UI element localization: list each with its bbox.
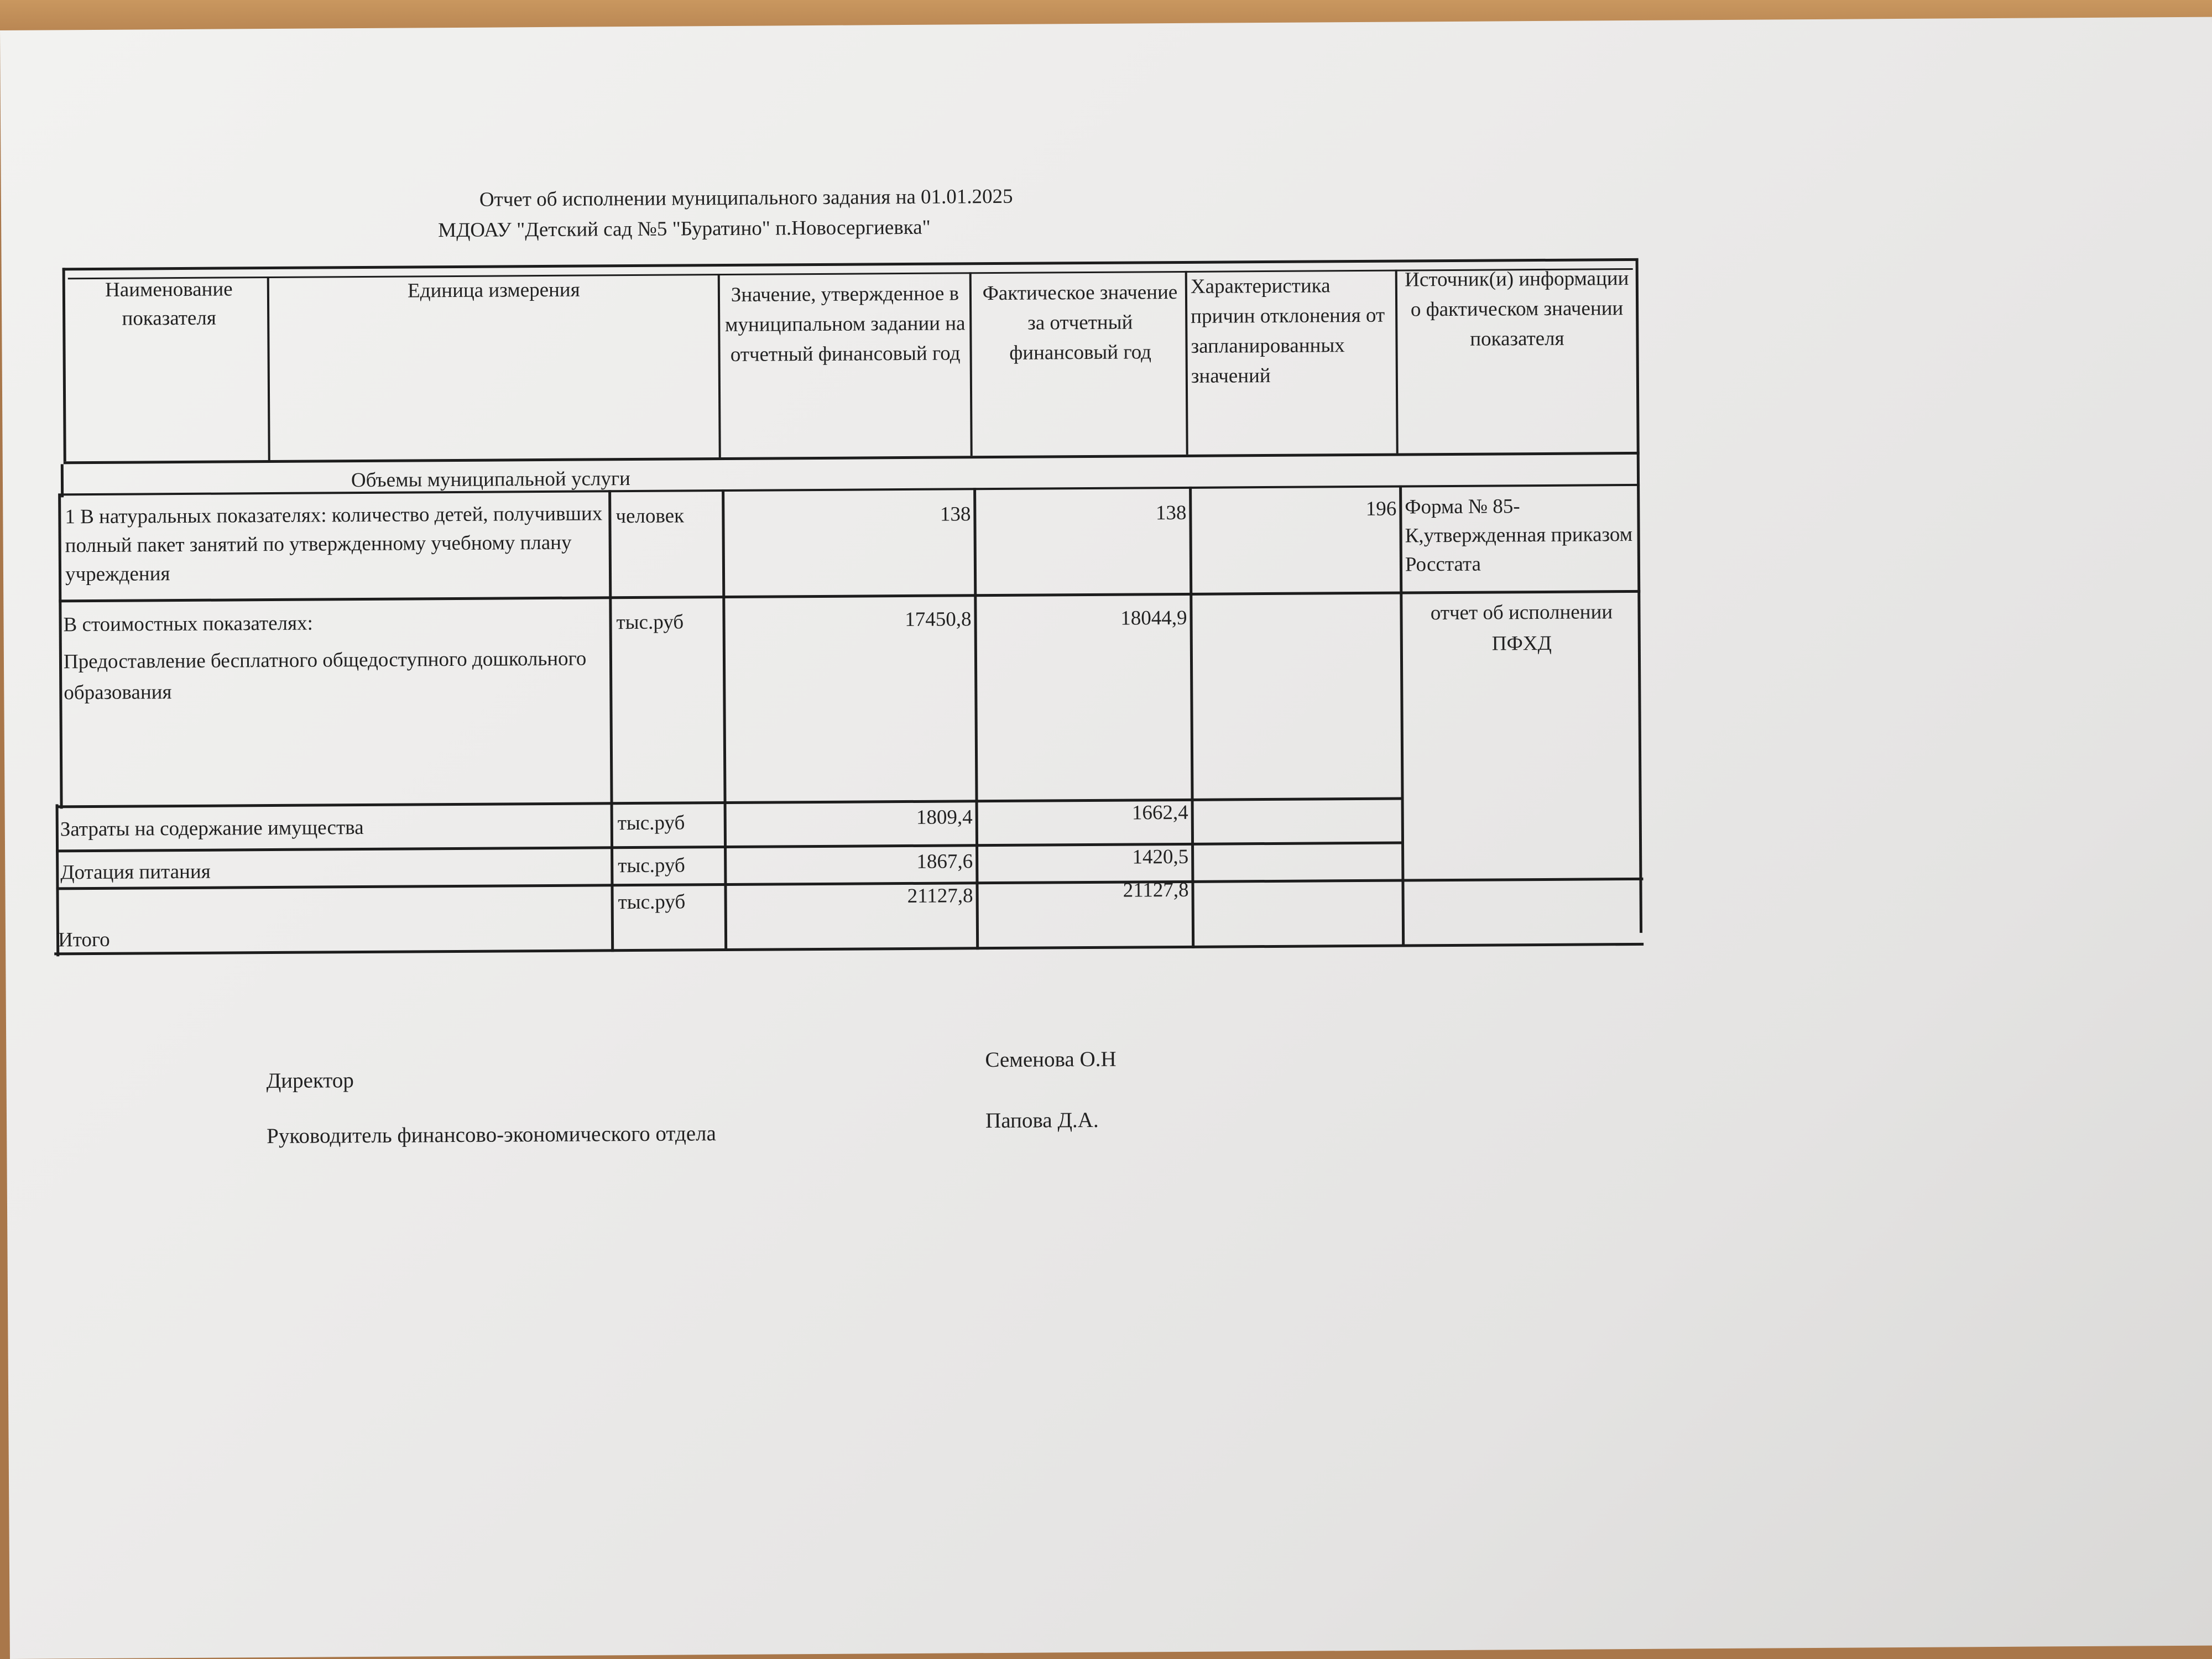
table-border [1636,258,1642,933]
row-deviation: 196 [1365,497,1397,520]
row-actual: 1662,4 [1131,801,1188,825]
document-sheet [0,17,2212,1659]
row-name: В стоимостных показателях: [63,612,313,637]
row-source [1407,883,1639,885]
row-unit: человек [615,504,685,528]
row-actual: 18044,9 [1120,606,1187,630]
table-border [969,272,973,456]
row-unit: тыс.руб [616,611,684,634]
header-actual: Фактическое значение за отчетный финансовый год [982,281,1178,364]
table-border [608,490,614,952]
row-actual: 1420,5 [1132,845,1189,869]
table-border [1399,486,1405,947]
row-deviation [1195,603,1397,604]
header-unit: Единица измерения [407,278,580,302]
organization-name: МДОАУ "Детский сад №5 "Буратино" п.Новосергиевка" [438,216,931,242]
row-unit: тыс.руб [617,811,685,835]
table-border [1189,487,1194,948]
table-border [62,268,66,461]
table-border [64,452,1640,464]
finance-head-title: Руководитель финансово-экономического отдела [267,1121,717,1149]
table-border [267,276,270,460]
row-name: Затраты на содержание имущества [60,816,364,841]
table-border [718,274,721,457]
row-deviation [1197,802,1399,803]
row-approved: 138 [940,503,971,526]
table-border [59,590,1640,602]
row-source: отчет об исполнении ПФХД [1430,601,1613,655]
table-border [973,488,979,950]
row-unit: тыс.руб [618,890,686,914]
row-approved: 1867,6 [916,850,973,873]
row-name: Итого [58,928,110,952]
table-border [1395,270,1399,453]
header-approved: Значение, утвержденное в муниципальном задании на отчетный финансовый год [724,282,966,366]
row-approved: 17450,8 [905,608,972,632]
report-title: Отчет об исполнении муниципального задания на 01.01.2025 [479,185,1013,211]
table-border [1185,271,1188,455]
row-approved: 1809,4 [916,806,973,829]
row-name-detail: Предоставление бесплатного общедоступного дошкольного образования [63,647,587,705]
row-actual: 21127,8 [1123,878,1189,902]
row-approved: 21127,8 [907,884,973,908]
section-title: Объемы муниципальной услуги [351,467,631,492]
row-actual: 138 [1155,501,1187,525]
row-unit: тыс.руб [618,854,685,878]
header-name: Наименование показателя [105,278,233,330]
director-title: Директор [266,1068,354,1093]
document [0,17,2212,1659]
row-deviation [1197,885,1399,886]
table-border [61,484,1640,495]
row-source: Форма № 85-К,утвержденная приказом Росстата [1405,495,1633,576]
finance-head-name: Папова Д.А. [985,1108,1099,1133]
header-source: Источник(и) информации о фактическом значении показателя [1405,267,1629,351]
header-deviation: Характеристика причин отклонения от запланированных значений [1190,274,1385,388]
row-name: 1 В натуральных показателях: количество детей, получивших полный пакет занятий по утвержденному учебному плану учреждения [65,502,603,586]
director-name: Семенова О.Н [985,1047,1117,1072]
table-border [61,464,64,497]
table-border [58,493,62,808]
table-border [722,489,727,951]
row-name: Дотация питания [60,860,211,884]
